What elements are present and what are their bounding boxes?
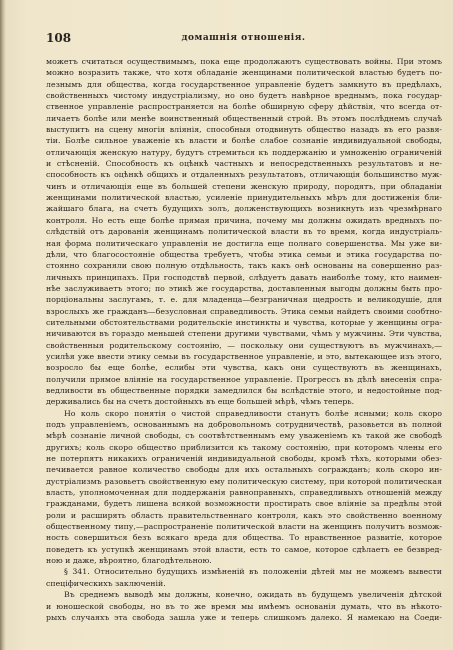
text-line: не потерпятъ никакихъ ограниченiй индивидуальной свободы, кромѣ тѣхъ, которыми обез- — [46, 454, 442, 464]
text-line: личаетъ болѣе или менѣе воинственный общественный строй. Въ этомъ послѣднемъ случаѣ — [46, 113, 442, 123]
text-line: личныхъ принципахъ. При господствѣ первой, слѣдуетъ давать наиболѣе тому, кто наимен- — [46, 272, 442, 282]
text-line: держивались бы на счетъ достойныхъ въ еще большей мѣрѣ, чѣмъ теперь. — [46, 397, 355, 407]
text-line: § 341. Относительно будущихъ измѣненiй въ положенiи дѣтей мы не можемъ вывести — [64, 567, 442, 577]
text-line: стоянно сохраняли свою полную отдѣльность, такъ какъ онѣ основаны на совершенно раз- — [46, 261, 442, 271]
text-line: печивается равное количество свободы для ихъ остальныхъ согражданъ; коль скоро ин- — [46, 465, 442, 475]
text-line: выступитъ на сцену многiя влiянiя, способныя отодвинуть общество назадъ въ его развя- — [46, 125, 442, 135]
text-line: другихъ; коль скоро общество приблизится къ такому состоянiю, при которомъ члены его — [46, 442, 442, 452]
text-line: гражданами, будетъ лишена всякой возможности простирать свое влiянiе за предѣлы этой — [46, 499, 442, 509]
text-line: ность совершиться безъ всякаго вреда для общества. То нравственное развитiе, которое — [46, 533, 442, 543]
text-line: чинъ и отличающiя еще въ большей степени женскую природу, породятъ, при обладанiи — [46, 181, 442, 191]
text-line: спецiфическихъ заключенiй. — [46, 578, 166, 588]
text-line: можно возразить также, что хотя обладанiе женщинами политической властью будетъ по- — [46, 68, 442, 78]
running-head: домашнiя отношенiя. — [181, 33, 306, 43]
text-line: усилѣя уже ввести этику семьи въ государственное управленiе, и это, вытекающее изъ этого, — [46, 351, 442, 361]
text-line: общественному типу,—распространенiе политической власти на женщинъ получитъ возмож- — [46, 522, 442, 532]
text-line: порцiональны заслугамъ, т. е. для младенца—безграничная щедрость и великодушiе, для — [46, 295, 442, 305]
text-line: ственное управленiе распространяется на болѣе обширную сферу дѣйствiя, что всегда от- — [46, 102, 442, 112]
text-line: власть, уполномоченная для поддержанiя равноправныхъ, справедливыхъ отношенiй между — [46, 488, 442, 498]
page-binding-edge — [0, 0, 6, 650]
text-line: дустрiализмъ разовьетъ свойственную ему политическую систему, при которой политическая — [46, 476, 442, 486]
text-line: женщинами политической властью, усиленiе принудительныхъ мѣръ для достиженiя бли- — [46, 193, 442, 203]
text-line: поведетъ къ уступкѣ женщинамъ этой власти, есть то самое, которое сдѣлаетъ ее безвред- — [46, 544, 442, 554]
text-line: свойственныя родительскому состоянiю, — поскольку они существуютъ въ мужчинахъ,— — [46, 340, 442, 350]
text-line: ничиваются въ гораздо меньшей степени другими чувствами, чѣмъ у мужчины. Эти чувства, — [46, 329, 442, 339]
body-text — [46, 56, 442, 623]
text-line: и юношеской свободы, но въ то же время мы имѣемъ основанiя думать, что въ нѣкото- — [46, 601, 442, 611]
text-line: возросло бы еще болѣе, еслибы эти чувства, какъ они существуютъ въ женщинахъ, — [46, 363, 442, 373]
text-line: свойственныхъ чистому индустрiализму, но оно будетъ навѣрное вреднымъ, пока государ- — [46, 91, 442, 101]
text-line: дѣли, что благосостоянiе общества требуетъ, чтобы этика семьи и этика государства по- — [46, 249, 442, 259]
text-line: подъ управленiемъ, основаннымъ на добровольномъ сотрудничествѣ, разовьется въ полной — [46, 420, 442, 429]
text-line: ведливости въ общественные порядки замедлился бы вслѣдствiе этого, и недостойные под- — [46, 385, 442, 395]
text-line: тiи. Болѣе сильное уваженiе къ власти и болѣе слабое сознанiе индивидуальной свободы, — [46, 136, 442, 146]
text-line: ная форма политическаго управленiя не достигла еще полнаго совершенства. Мы уже ви- — [46, 238, 442, 248]
text-line: мѣрѣ сознанiе личной свободы, съ соотвѣтственнымъ ему уваженiемъ къ такой же свободѣ — [46, 431, 442, 441]
text-line: рыхъ случаяхъ эта свобода зашла уже и теперь слишкомъ далеко. Я намекаю на Соеди- — [46, 612, 442, 622]
text-line: Но коль скоро понятiя о чистой справедливости станутъ болѣе ясными; коль скоро — [64, 408, 442, 418]
text-line: способность къ оцѣнкѣ общихъ и отдаленныхъ результатовъ, отличающiя большинство муж- — [46, 170, 442, 180]
page-header — [46, 31, 441, 45]
page-number: 108 — [46, 31, 72, 45]
text-line: сительными обстоятельствами родительскiе инстинкты и чувства, которые у женщины огра- — [46, 317, 442, 327]
text-line: лезнымъ для общества, когда государственное управленiе будетъ замкнуто въ предѣлахъ, — [46, 79, 442, 89]
text-line: Въ среднемъ выводѣ мы должны, конечно, ожидать въ будущемъ увеличенiя дѣтской — [64, 590, 442, 600]
text-line: получили прямое влiянiе на государственное управленiе. Прогрессъ въ дѣлѣ внесенiя спра- — [46, 374, 442, 384]
text-line: нѣе заслуживаетъ этого; по этикѣ же государства, доставленныя выгоды должны быть про- — [46, 283, 442, 293]
text-line: и стѣсненiй. Способность къ оцѣнкѣ частныхъ и непосредственныхъ результатовъ и не- — [46, 159, 442, 169]
text-line: слѣдствiй отъ дарованiя женщинамъ политической власти въ то время, когда индустрiаль- — [46, 227, 442, 237]
text-line: жайшаго блага, на счетъ будущихъ золъ, долженствующихъ возникнуть изъ чрезмѣрнаго — [46, 204, 442, 214]
text-line: отличающiя женскую натуру, будутъ стремиться къ поддержанiю и умноженiю ограниченiй — [46, 147, 442, 157]
text-line: роли и расширять область правительственнаго контроля, какъ это свойственно военному — [46, 510, 442, 520]
text-line: взрослыхъ же гражданъ—безусловная справедливость. Этика семьи найдетъ своими сообтно- — [46, 306, 442, 316]
text-line: можетъ считаться осуществимымъ, пока еще продолжаютъ существовать войны. При этомъ — [46, 57, 442, 66]
text-line: контроля. Но есть еще болѣе прямая причина, почему мы должны ожидать вредныхъ по- — [46, 215, 442, 225]
text-line: ною и даже, вѣроятно, благодѣтельною. — [46, 556, 212, 566]
